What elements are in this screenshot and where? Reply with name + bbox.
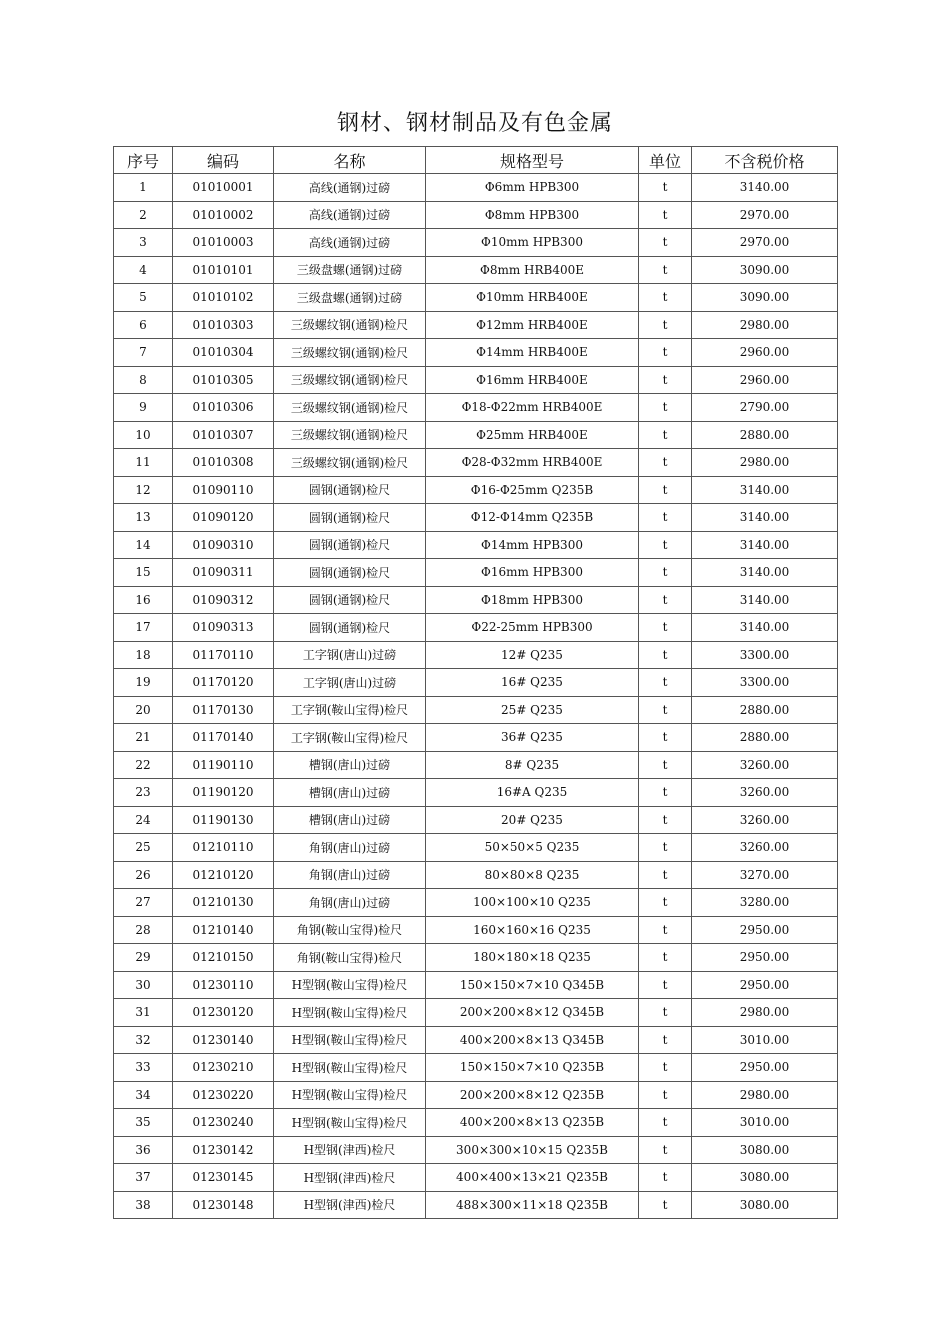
cell-unit: t bbox=[639, 1136, 692, 1164]
cell-index: 19 bbox=[114, 669, 173, 697]
header-unit: 单位 bbox=[639, 147, 692, 174]
cell-price: 3090.00 bbox=[692, 284, 838, 312]
cell-code: 01010305 bbox=[173, 366, 274, 394]
cell-spec: Φ18mm HPB300 bbox=[426, 586, 639, 614]
cell-price: 3140.00 bbox=[692, 531, 838, 559]
cell-spec: Φ10mm HRB400E bbox=[426, 284, 639, 312]
cell-code: 01210150 bbox=[173, 944, 274, 972]
cell-spec: 160×160×16 Q235 bbox=[426, 916, 639, 944]
cell-code: 01090110 bbox=[173, 476, 274, 504]
price-table bbox=[113, 146, 838, 1219]
cell-unit: t bbox=[639, 1054, 692, 1082]
cell-code: 01010304 bbox=[173, 339, 274, 367]
cell-spec: Φ8mm HPB300 bbox=[426, 201, 639, 229]
cell-index: 8 bbox=[114, 366, 173, 394]
table-row bbox=[114, 1191, 838, 1219]
cell-price: 3140.00 bbox=[692, 174, 838, 202]
table-row bbox=[114, 201, 838, 229]
cell-index: 17 bbox=[114, 614, 173, 642]
cell-code: 01010306 bbox=[173, 394, 274, 422]
cell-price: 3260.00 bbox=[692, 806, 838, 834]
cell-name: 三级螺纹钢(通钢)检尺 bbox=[274, 311, 426, 339]
table-row bbox=[114, 889, 838, 917]
cell-price: 2880.00 bbox=[692, 724, 838, 752]
cell-unit: t bbox=[639, 724, 692, 752]
cell-name: 工字钢(唐山)过磅 bbox=[274, 641, 426, 669]
cell-name: H型钢(鞍山宝得)检尺 bbox=[274, 971, 426, 999]
cell-unit: t bbox=[639, 641, 692, 669]
cell-name: 角钢(鞍山宝得)检尺 bbox=[274, 916, 426, 944]
table-row bbox=[114, 476, 838, 504]
table-row bbox=[114, 366, 838, 394]
cell-code: 01010303 bbox=[173, 311, 274, 339]
table-row bbox=[114, 229, 838, 257]
cell-unit: t bbox=[639, 669, 692, 697]
cell-spec: 400×400×13×21 Q235B bbox=[426, 1164, 639, 1192]
cell-index: 21 bbox=[114, 724, 173, 752]
cell-unit: t bbox=[639, 944, 692, 972]
cell-spec: 150×150×7×10 Q235B bbox=[426, 1054, 639, 1082]
cell-name: 槽钢(唐山)过磅 bbox=[274, 779, 426, 807]
cell-code: 01010002 bbox=[173, 201, 274, 229]
cell-index: 37 bbox=[114, 1164, 173, 1192]
cell-price: 2950.00 bbox=[692, 971, 838, 999]
cell-name: 槽钢(唐山)过磅 bbox=[274, 806, 426, 834]
cell-price: 2880.00 bbox=[692, 696, 838, 724]
cell-index: 36 bbox=[114, 1136, 173, 1164]
cell-price: 2980.00 bbox=[692, 449, 838, 477]
cell-name: 三级螺纹钢(通钢)检尺 bbox=[274, 394, 426, 422]
header-price: 不含税价格 bbox=[692, 147, 838, 174]
cell-unit: t bbox=[639, 394, 692, 422]
cell-name: 工字钢(唐山)过磅 bbox=[274, 669, 426, 697]
cell-unit: t bbox=[639, 779, 692, 807]
cell-price: 3280.00 bbox=[692, 889, 838, 917]
cell-spec: 25# Q235 bbox=[426, 696, 639, 724]
table-row bbox=[114, 779, 838, 807]
cell-price: 2950.00 bbox=[692, 916, 838, 944]
cell-price: 2960.00 bbox=[692, 366, 838, 394]
cell-unit: t bbox=[639, 614, 692, 642]
table-row bbox=[114, 531, 838, 559]
cell-name: H型钢(鞍山宝得)检尺 bbox=[274, 1081, 426, 1109]
table-row bbox=[114, 256, 838, 284]
cell-price: 2980.00 bbox=[692, 311, 838, 339]
cell-spec: Φ16mm HPB300 bbox=[426, 559, 639, 587]
cell-spec: 300×300×10×15 Q235B bbox=[426, 1136, 639, 1164]
cell-index: 35 bbox=[114, 1109, 173, 1137]
table-header-row bbox=[114, 147, 838, 174]
cell-price: 3140.00 bbox=[692, 559, 838, 587]
table-row bbox=[114, 504, 838, 532]
cell-code: 01230148 bbox=[173, 1191, 274, 1219]
table-row bbox=[114, 1026, 838, 1054]
cell-price: 3260.00 bbox=[692, 779, 838, 807]
cell-unit: t bbox=[639, 449, 692, 477]
cell-name: 三级盘螺(通钢)过磅 bbox=[274, 256, 426, 284]
cell-code: 01210140 bbox=[173, 916, 274, 944]
cell-code: 01230220 bbox=[173, 1081, 274, 1109]
cell-unit: t bbox=[639, 311, 692, 339]
cell-spec: 16#A Q235 bbox=[426, 779, 639, 807]
cell-price: 2980.00 bbox=[692, 1081, 838, 1109]
cell-unit: t bbox=[639, 806, 692, 834]
table-row bbox=[114, 1136, 838, 1164]
cell-index: 5 bbox=[114, 284, 173, 312]
table-row bbox=[114, 284, 838, 312]
cell-code: 01010001 bbox=[173, 174, 274, 202]
cell-index: 10 bbox=[114, 421, 173, 449]
cell-name: 圆钢(通钢)检尺 bbox=[274, 531, 426, 559]
table-row bbox=[114, 999, 838, 1027]
cell-code: 01190120 bbox=[173, 779, 274, 807]
table-row bbox=[114, 394, 838, 422]
cell-unit: t bbox=[639, 1164, 692, 1192]
cell-price: 3270.00 bbox=[692, 861, 838, 889]
cell-index: 15 bbox=[114, 559, 173, 587]
cell-unit: t bbox=[639, 476, 692, 504]
cell-name: H型钢(津西)检尺 bbox=[274, 1136, 426, 1164]
cell-name: 三级盘螺(通钢)过磅 bbox=[274, 284, 426, 312]
cell-index: 30 bbox=[114, 971, 173, 999]
header-name: 名称 bbox=[274, 147, 426, 174]
table-row bbox=[114, 806, 838, 834]
cell-unit: t bbox=[639, 504, 692, 532]
cell-unit: t bbox=[639, 531, 692, 559]
cell-price: 3140.00 bbox=[692, 476, 838, 504]
cell-unit: t bbox=[639, 174, 692, 202]
cell-spec: 50×50×5 Q235 bbox=[426, 834, 639, 862]
cell-index: 11 bbox=[114, 449, 173, 477]
cell-spec: Φ16-Φ25mm Q235B bbox=[426, 476, 639, 504]
cell-name: 三级螺纹钢(通钢)检尺 bbox=[274, 449, 426, 477]
cell-code: 01210110 bbox=[173, 834, 274, 862]
cell-unit: t bbox=[639, 861, 692, 889]
cell-code: 01230240 bbox=[173, 1109, 274, 1137]
cell-index: 24 bbox=[114, 806, 173, 834]
cell-name: 角钢(唐山)过磅 bbox=[274, 889, 426, 917]
cell-code: 01010308 bbox=[173, 449, 274, 477]
cell-price: 2950.00 bbox=[692, 1054, 838, 1082]
table-row bbox=[114, 1081, 838, 1109]
cell-index: 32 bbox=[114, 1026, 173, 1054]
cell-name: 三级螺纹钢(通钢)检尺 bbox=[274, 366, 426, 394]
cell-name: H型钢(津西)检尺 bbox=[274, 1164, 426, 1192]
cell-unit: t bbox=[639, 971, 692, 999]
cell-price: 3300.00 bbox=[692, 669, 838, 697]
table-row bbox=[114, 971, 838, 999]
cell-name: H型钢(鞍山宝得)检尺 bbox=[274, 999, 426, 1027]
cell-index: 6 bbox=[114, 311, 173, 339]
table-row bbox=[114, 1109, 838, 1137]
cell-name: 三级螺纹钢(通钢)检尺 bbox=[274, 339, 426, 367]
cell-name: 圆钢(通钢)检尺 bbox=[274, 504, 426, 532]
cell-unit: t bbox=[639, 1026, 692, 1054]
cell-name: 工字钢(鞍山宝得)检尺 bbox=[274, 696, 426, 724]
cell-price: 2790.00 bbox=[692, 394, 838, 422]
cell-index: 13 bbox=[114, 504, 173, 532]
cell-code: 01230120 bbox=[173, 999, 274, 1027]
cell-index: 1 bbox=[114, 174, 173, 202]
cell-name: H型钢(鞍山宝得)检尺 bbox=[274, 1054, 426, 1082]
cell-unit: t bbox=[639, 229, 692, 257]
cell-price: 2960.00 bbox=[692, 339, 838, 367]
table-row bbox=[114, 724, 838, 752]
cell-code: 01190110 bbox=[173, 751, 274, 779]
cell-index: 27 bbox=[114, 889, 173, 917]
cell-code: 01010101 bbox=[173, 256, 274, 284]
cell-code: 01090312 bbox=[173, 586, 274, 614]
cell-code: 01230140 bbox=[173, 1026, 274, 1054]
cell-unit: t bbox=[639, 201, 692, 229]
table-row bbox=[114, 311, 838, 339]
cell-index: 28 bbox=[114, 916, 173, 944]
cell-index: 16 bbox=[114, 586, 173, 614]
cell-unit: t bbox=[639, 559, 692, 587]
cell-index: 29 bbox=[114, 944, 173, 972]
cell-price: 3010.00 bbox=[692, 1109, 838, 1137]
table-row bbox=[114, 449, 838, 477]
cell-spec: 180×180×18 Q235 bbox=[426, 944, 639, 972]
cell-unit: t bbox=[639, 1109, 692, 1137]
cell-index: 38 bbox=[114, 1191, 173, 1219]
table-row bbox=[114, 421, 838, 449]
cell-price: 3260.00 bbox=[692, 751, 838, 779]
cell-name: 角钢(鞍山宝得)检尺 bbox=[274, 944, 426, 972]
cell-spec: Φ6mm HPB300 bbox=[426, 174, 639, 202]
table-row bbox=[114, 834, 838, 862]
cell-index: 23 bbox=[114, 779, 173, 807]
cell-spec: Φ28-Φ32mm HRB400E bbox=[426, 449, 639, 477]
table-row bbox=[114, 916, 838, 944]
cell-code: 01170130 bbox=[173, 696, 274, 724]
cell-code: 01230145 bbox=[173, 1164, 274, 1192]
cell-index: 26 bbox=[114, 861, 173, 889]
cell-unit: t bbox=[639, 889, 692, 917]
page-title: 钢材、钢材制品及有色金属 bbox=[336, 111, 613, 136]
table-row bbox=[114, 751, 838, 779]
cell-price: 3260.00 bbox=[692, 834, 838, 862]
cell-unit: t bbox=[639, 586, 692, 614]
cell-code: 01010003 bbox=[173, 229, 274, 257]
cell-index: 22 bbox=[114, 751, 173, 779]
cell-code: 01210130 bbox=[173, 889, 274, 917]
cell-name: 高线(通钢)过磅 bbox=[274, 229, 426, 257]
cell-unit: t bbox=[639, 421, 692, 449]
cell-code: 01170140 bbox=[173, 724, 274, 752]
cell-spec: 150×150×7×10 Q345B bbox=[426, 971, 639, 999]
cell-unit: t bbox=[639, 916, 692, 944]
cell-code: 01170110 bbox=[173, 641, 274, 669]
cell-unit: t bbox=[639, 256, 692, 284]
cell-name: 圆钢(通钢)检尺 bbox=[274, 614, 426, 642]
cell-name: 高线(通钢)过磅 bbox=[274, 174, 426, 202]
cell-price: 3010.00 bbox=[692, 1026, 838, 1054]
cell-price: 3140.00 bbox=[692, 504, 838, 532]
cell-unit: t bbox=[639, 366, 692, 394]
cell-spec: Φ8mm HRB400E bbox=[426, 256, 639, 284]
cell-price: 2950.00 bbox=[692, 944, 838, 972]
cell-index: 3 bbox=[114, 229, 173, 257]
cell-index: 25 bbox=[114, 834, 173, 862]
cell-price: 3140.00 bbox=[692, 586, 838, 614]
table-row bbox=[114, 559, 838, 587]
cell-spec: Φ12-Φ14mm Q235B bbox=[426, 504, 639, 532]
cell-spec: 100×100×10 Q235 bbox=[426, 889, 639, 917]
cell-spec: 80×80×8 Q235 bbox=[426, 861, 639, 889]
header-spec: 规格型号 bbox=[426, 147, 639, 174]
cell-name: 圆钢(通钢)检尺 bbox=[274, 476, 426, 504]
cell-spec: 12# Q235 bbox=[426, 641, 639, 669]
cell-price: 3080.00 bbox=[692, 1164, 838, 1192]
cell-spec: 400×200×8×13 Q345B bbox=[426, 1026, 639, 1054]
cell-index: 9 bbox=[114, 394, 173, 422]
cell-spec: Φ12mm HRB400E bbox=[426, 311, 639, 339]
table-row bbox=[114, 944, 838, 972]
cell-index: 33 bbox=[114, 1054, 173, 1082]
cell-price: 3080.00 bbox=[692, 1191, 838, 1219]
cell-index: 12 bbox=[114, 476, 173, 504]
cell-price: 3080.00 bbox=[692, 1136, 838, 1164]
cell-price: 3090.00 bbox=[692, 256, 838, 284]
table-row bbox=[114, 641, 838, 669]
cell-index: 14 bbox=[114, 531, 173, 559]
cell-code: 01190130 bbox=[173, 806, 274, 834]
cell-unit: t bbox=[639, 1191, 692, 1219]
cell-name: 圆钢(通钢)检尺 bbox=[274, 559, 426, 587]
cell-unit: t bbox=[639, 1081, 692, 1109]
cell-code: 01090313 bbox=[173, 614, 274, 642]
cell-index: 18 bbox=[114, 641, 173, 669]
cell-index: 34 bbox=[114, 1081, 173, 1109]
cell-code: 01170120 bbox=[173, 669, 274, 697]
cell-spec: 200×200×8×12 Q235B bbox=[426, 1081, 639, 1109]
cell-code: 01210120 bbox=[173, 861, 274, 889]
cell-index: 4 bbox=[114, 256, 173, 284]
cell-unit: t bbox=[639, 834, 692, 862]
cell-spec: Φ10mm HPB300 bbox=[426, 229, 639, 257]
cell-index: 7 bbox=[114, 339, 173, 367]
cell-code: 01230110 bbox=[173, 971, 274, 999]
cell-index: 31 bbox=[114, 999, 173, 1027]
cell-unit: t bbox=[639, 696, 692, 724]
cell-price: 2980.00 bbox=[692, 999, 838, 1027]
cell-price: 2970.00 bbox=[692, 201, 838, 229]
cell-index: 20 bbox=[114, 696, 173, 724]
header-code: 编码 bbox=[173, 147, 274, 174]
cell-spec: 36# Q235 bbox=[426, 724, 639, 752]
cell-spec: Φ18-Φ22mm HRB400E bbox=[426, 394, 639, 422]
cell-name: H型钢(鞍山宝得)检尺 bbox=[274, 1109, 426, 1137]
cell-price: 2970.00 bbox=[692, 229, 838, 257]
cell-name: 槽钢(唐山)过磅 bbox=[274, 751, 426, 779]
cell-code: 01090120 bbox=[173, 504, 274, 532]
cell-spec: 8# Q235 bbox=[426, 751, 639, 779]
table-row bbox=[114, 1054, 838, 1082]
cell-spec: 200×200×8×12 Q345B bbox=[426, 999, 639, 1027]
cell-name: 工字钢(鞍山宝得)检尺 bbox=[274, 724, 426, 752]
cell-spec: Φ22-25mm HPB300 bbox=[426, 614, 639, 642]
cell-name: 角钢(唐山)过磅 bbox=[274, 861, 426, 889]
cell-spec: Φ14mm HPB300 bbox=[426, 531, 639, 559]
cell-code: 01230210 bbox=[173, 1054, 274, 1082]
cell-spec: 488×300×11×18 Q235B bbox=[426, 1191, 639, 1219]
table-row bbox=[114, 669, 838, 697]
cell-price: 2880.00 bbox=[692, 421, 838, 449]
cell-code: 01230142 bbox=[173, 1136, 274, 1164]
cell-name: H型钢(鞍山宝得)检尺 bbox=[274, 1026, 426, 1054]
cell-name: H型钢(津西)检尺 bbox=[274, 1191, 426, 1219]
cell-spec: 20# Q235 bbox=[426, 806, 639, 834]
cell-unit: t bbox=[639, 751, 692, 779]
cell-name: 三级螺纹钢(通钢)检尺 bbox=[274, 421, 426, 449]
cell-spec: 16# Q235 bbox=[426, 669, 639, 697]
table-row bbox=[114, 614, 838, 642]
cell-code: 01090311 bbox=[173, 559, 274, 587]
cell-name: 高线(通钢)过磅 bbox=[274, 201, 426, 229]
cell-spec: 400×200×8×13 Q235B bbox=[426, 1109, 639, 1137]
cell-price: 3300.00 bbox=[692, 641, 838, 669]
cell-unit: t bbox=[639, 284, 692, 312]
header-index: 序号 bbox=[114, 147, 173, 174]
table-row bbox=[114, 174, 838, 202]
cell-spec: Φ25mm HRB400E bbox=[426, 421, 639, 449]
table-row bbox=[114, 696, 838, 724]
cell-code: 01090310 bbox=[173, 531, 274, 559]
table-row bbox=[114, 339, 838, 367]
cell-name: 圆钢(通钢)检尺 bbox=[274, 586, 426, 614]
cell-unit: t bbox=[639, 999, 692, 1027]
table-row bbox=[114, 861, 838, 889]
cell-spec: Φ14mm HRB400E bbox=[426, 339, 639, 367]
cell-name: 角钢(唐山)过磅 bbox=[274, 834, 426, 862]
table-body bbox=[114, 174, 838, 1219]
cell-price: 3140.00 bbox=[692, 614, 838, 642]
cell-spec: Φ16mm HRB400E bbox=[426, 366, 639, 394]
cell-index: 2 bbox=[114, 201, 173, 229]
table-row bbox=[114, 1164, 838, 1192]
cell-code: 01010102 bbox=[173, 284, 274, 312]
cell-code: 01010307 bbox=[173, 421, 274, 449]
cell-unit: t bbox=[639, 339, 692, 367]
table-row bbox=[114, 586, 838, 614]
